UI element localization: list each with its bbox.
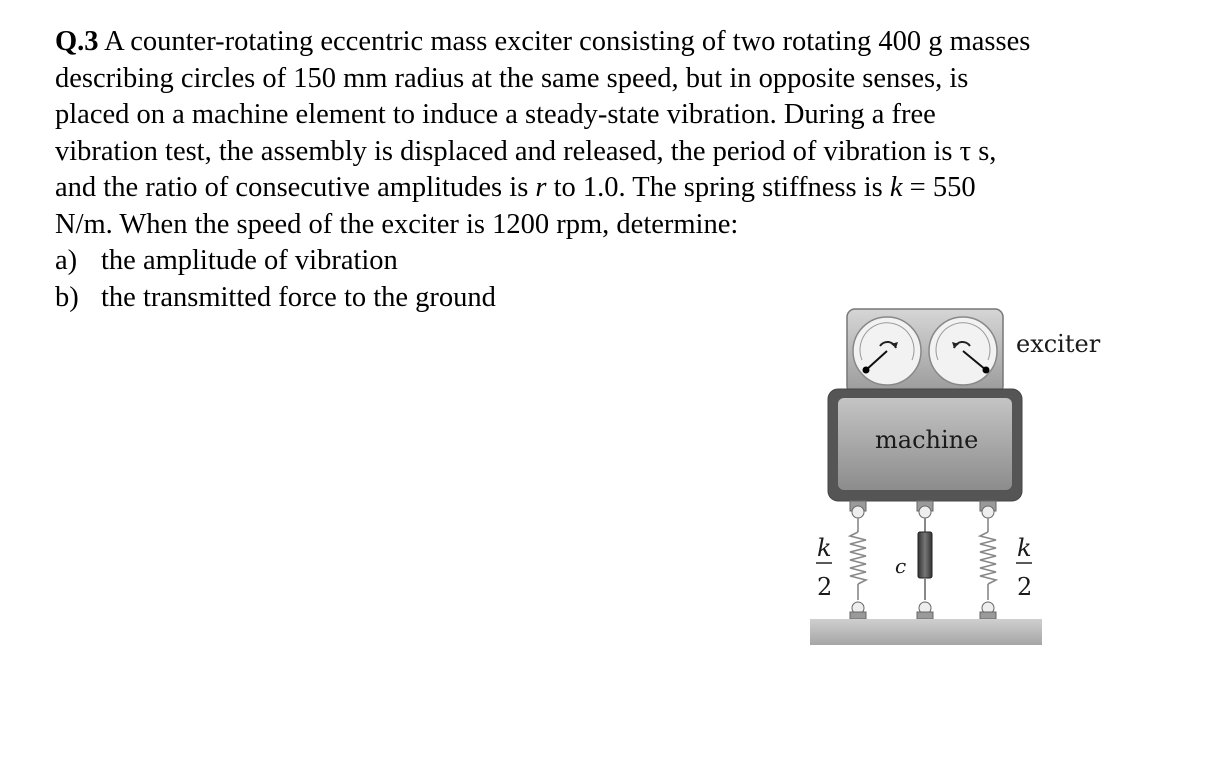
right-spring-denominator: 2 — [1017, 573, 1033, 601]
question-text — [55, 24, 1175, 316]
damper-label: c — [895, 554, 907, 578]
question-line-1: Q.3 A counter-rotating eccentric mass exciter consisting of two rotating 400 g masses — [55, 26, 1031, 57]
sub-question-b: b) the transmitted force to the ground — [55, 281, 496, 313]
question-number: Q.3 — [55, 26, 99, 57]
left-eccentric-mass — [863, 367, 870, 374]
right-spring — [980, 518, 996, 600]
machine-label: machine — [875, 426, 979, 454]
right-spring-numerator: k — [1017, 534, 1032, 562]
question-line-4: vibration test, the assembly is displaced and released, the period of vibration is τ s, — [55, 135, 997, 167]
question-line-2: describing circles of 150 mm radius at the same speed, but in opposite senses, is — [55, 62, 969, 94]
question-line-5: and the ratio of consecutive amplitudes is r to 1.0. The spring stiffness is k = 550 — [55, 172, 976, 203]
exciter-machine-figure — [800, 300, 1120, 660]
left-spring-denominator: 2 — [817, 573, 833, 601]
question-line-6: N/m. When the speed of the exciter is 1200 rpm, determine: — [55, 208, 739, 240]
sub-question-a: a) the amplitude of vibration — [55, 245, 398, 276]
ground-base — [810, 619, 1042, 645]
stiffness-symbol: k — [889, 172, 903, 203]
left-spring-numerator: k — [817, 534, 832, 562]
ratio-symbol: r — [535, 172, 547, 203]
damper — [918, 518, 932, 600]
exciter-body — [847, 309, 1003, 394]
exciter-label: exciter — [1016, 330, 1101, 358]
right-eccentric-mass — [983, 367, 990, 374]
left-spring — [850, 518, 866, 600]
question-line-3: placed on a machine element to induce a steady-state vibration. During a free — [55, 99, 936, 130]
